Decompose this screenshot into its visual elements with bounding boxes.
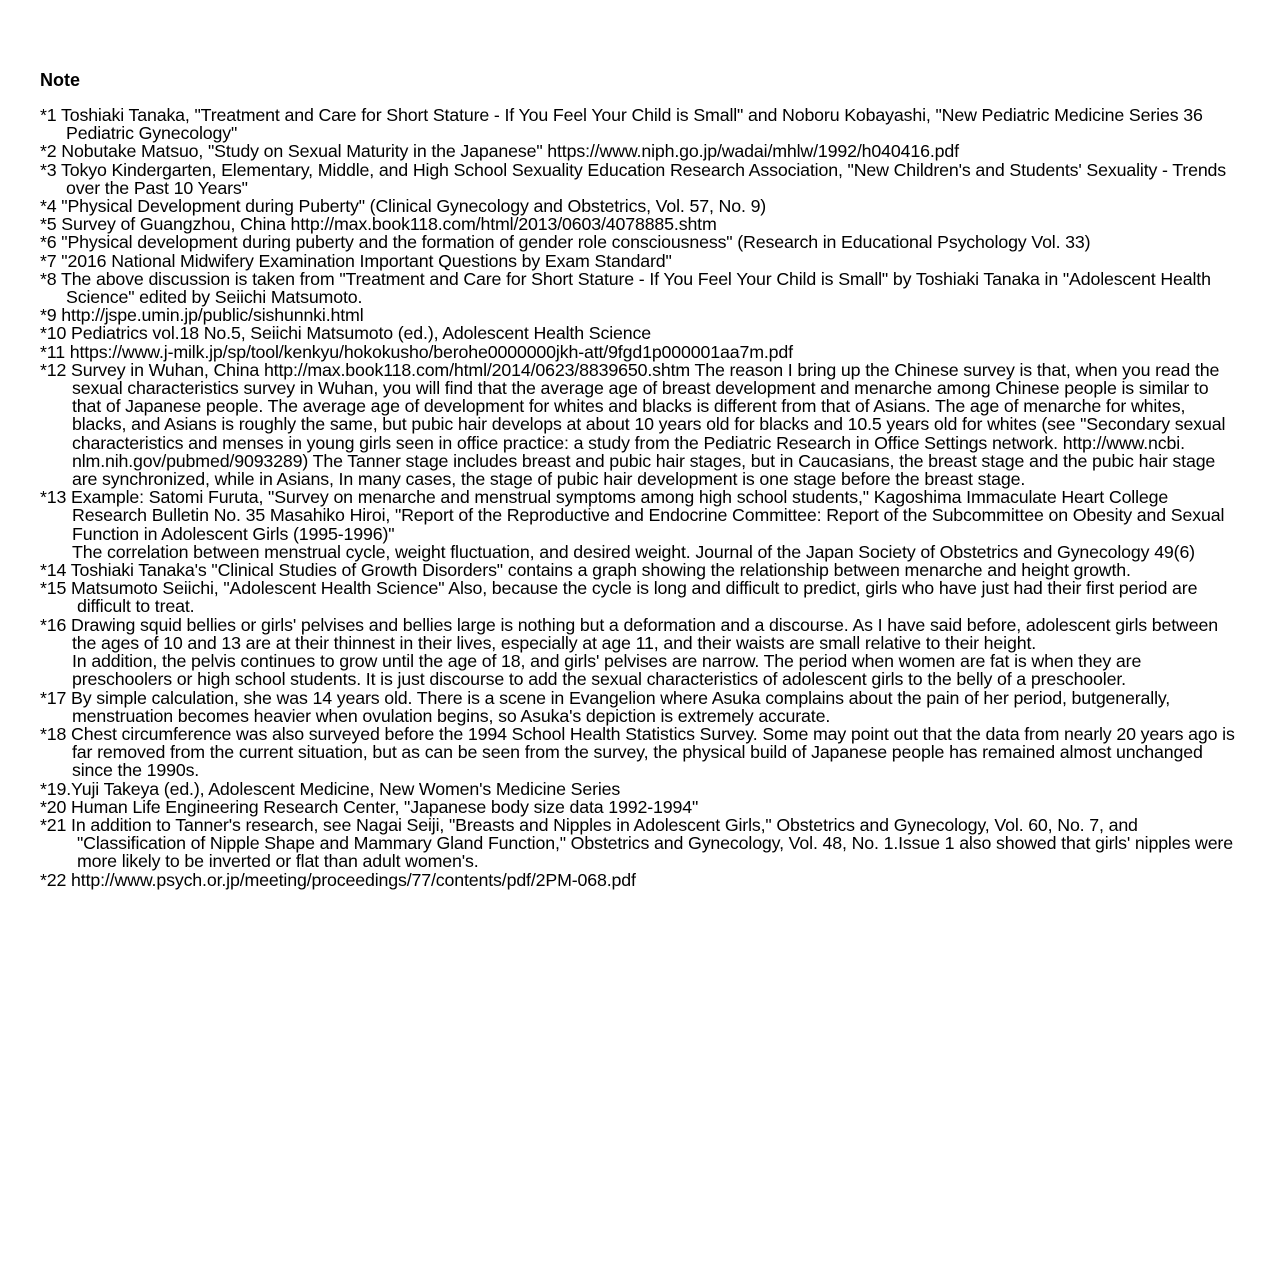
- note-3: *3 Tokyo Kindergarten, Elementary, Middle, and High School Sexuality Education Research Association, "New Children's and Students' Sexuality - Trends over the Past 10 Years": [40, 159, 1227, 198]
- note-13: [40, 488, 1240, 561]
- note-17: *17 By simple calculation, she was 14 years old. There is a scene in Evangelion where Asuka complains about the pain of her period, butgenerally, menstruation becomes heavier when ovulation begins, so Asuka's depiction is extremely accurate.: [40, 687, 1171, 726]
- note-13-para-2: The correlation between menstrual cycle, weight fluctuation, and desired weight. Journal of the Japan Society of Obstetrics and Gynecology 49(6): [72, 541, 1195, 562]
- note-13-para-1: *13 Example: Satomi Furuta, "Survey on menarche and menstrual symptoms among high school students," Kagoshima Immaculate Heart College Research Bulletin No. 35 Masahiko Hiroi, "Report of the Reproductive and Endocrine Committee: Report of the Subcommittee on Obesity and Sexual Function in Adolescent Girls (1995-1996)": [40, 487, 1225, 544]
- note-8: *8 The above discussion is taken from "Treatment and Care for Short Stature - If You Feel Your Child is Small" by Toshiaki Tanaka in "Adolescent Health Science" edited by Seiichi Matsumoto.: [40, 268, 1211, 308]
- note-18: *18 Chest circumference was also surveyed before the 1994 School Health Statistics Survey. Some may point out that the data from nearly 20 years ago is far removed from the current situation, but as can be seen from the survey, the physical build of Japanese people has remained almost unchanged since the 1990s.: [40, 723, 1235, 781]
- note-16-para-1: *16 Drawing squid bellies or girls' pelvises and bellies large is nothing but a deformation and a discourse. As I have said before, adolescent girls between the ages of 10 and 13 are at their thinnest in their lives, especially at age 11, and their waists are small relative to their height.: [40, 614, 1218, 653]
- note-1: *1 Toshiaki Tanaka, "Treatment and Care for Short Stature - If You Feel Your Child is Small" and Noboru Kobayashi, "New Pediatric Medicine Series 36 Pediatric Gynecology": [40, 105, 1203, 144]
- notes-page: [40, 68, 1240, 889]
- note-12: *12 Survey in Wuhan, China http://max.book118.com/html/2014/0623/8839650.shtm The reason I bring up the Chinese survey is that, when you read the sexual characteristics survey in Wuhan, you will find that the average age of breast development and menarche among Chinese people is similar to that of Japanese people. The average age of development for whites and blacks is different from that of Asians. The age of menarche for whites, blacks, and Asians is roughly the same, but pubic hair develops at about 10 years old for blacks and 10.5 years old for whites (see "Secondary sexual characteristics and menses in young girls seen in office practice: a study from the Pediatric Research in Office Settings network. http://www.ncbi. nlm.nih.gov/pubmed/9093289) The Tanner stage includes breast and pubic hair stages, but in Caucasians, the breast stage and the pubic hair stage are synchronized, while in Asians, In many cases, the stage of pubic hair development is one stage before the breast stage.: [40, 359, 1226, 490]
- note-19: *19.Yuji Takeya (ed.), Adolescent Medicine, New Women's Medicine Series: [40, 778, 621, 799]
- notes-heading: Note: [40, 70, 80, 90]
- note-11: *11 https://www.j-milk.jp/sp/tool/kenkyu/hokokusho/berohe0000000jkh-att/9fgd1p000001aa7m.pdf: [40, 341, 793, 362]
- note-21: *21 In addition to Tanner's research, see Nagai Seiji, "Breasts and Nipples in Adolescent Girls," Obstetrics and Gynecology, Vol. 60, No. 7, and "Classification of Nipple Shape and Mammary Gland Function," Obstetrics and Gynecology, Vol. 48, No. 1.Issue 1 also showed that girls' nipples were more likely to be inverted or flat than adult women's.: [40, 814, 1233, 872]
- note-16-para-2: In addition, the pelvis continues to grow until the age of 18, and girls' pelvises are narrow. The period when women are fat is when they are preschoolers or high school students. It is just discourse to add the sexual characteristics of adolescent girls to the belly of a preschooler.: [72, 651, 1142, 690]
- note-5: *5 Survey of Guangzhou, China http://max.book118.com/html/2013/0603/4078885.shtm: [40, 214, 717, 235]
- note-6: *6 "Physical development during puberty and the formation of gender role consciousness" (Research in Educational Psychology Vol. 33): [40, 232, 1091, 253]
- note-7: *7 "2016 National Midwifery Examination Important Questions by Exam Standard": [40, 250, 672, 271]
- note-15: *15 Matsumoto Seiichi, "Adolescent Health Science" Also, because the cycle is long and difficult to predict, girls who have just had their first period are difficult to treat.: [40, 578, 1198, 617]
- note-2: *2 Nobutake Matsuo, "Study on Sexual Maturity in the Japanese" https://www.niph.go.jp/wadai/mhlw/1992/h040416.pdf: [40, 141, 959, 162]
- notes-list: [40, 106, 1240, 889]
- note-16: [40, 616, 1240, 689]
- note-10: *10 Pediatrics vol.18 No.5, Seiichi Matsumoto (ed.), Adolescent Health Science: [40, 323, 651, 344]
- note-4: *4 "Physical Development during Puberty" (Clinical Gynecology and Obstetrics, Vol. 57, No. 9): [40, 196, 767, 217]
- note-22: *22 http://www.psych.or.jp/meeting/proceedings/77/contents/pdf/2PM-068.pdf: [40, 869, 636, 890]
- note-20: *20 Human Life Engineering Research Center, "Japanese body size data 1992-1994": [40, 796, 699, 817]
- note-9: *9 http://jspe.umin.jp/public/sishunnki.html: [40, 305, 364, 326]
- note-14: *14 Toshiaki Tanaka's "Clinical Studies of Growth Disorders" contains a graph showing the relationship between menarche and height growth.: [40, 560, 1131, 581]
